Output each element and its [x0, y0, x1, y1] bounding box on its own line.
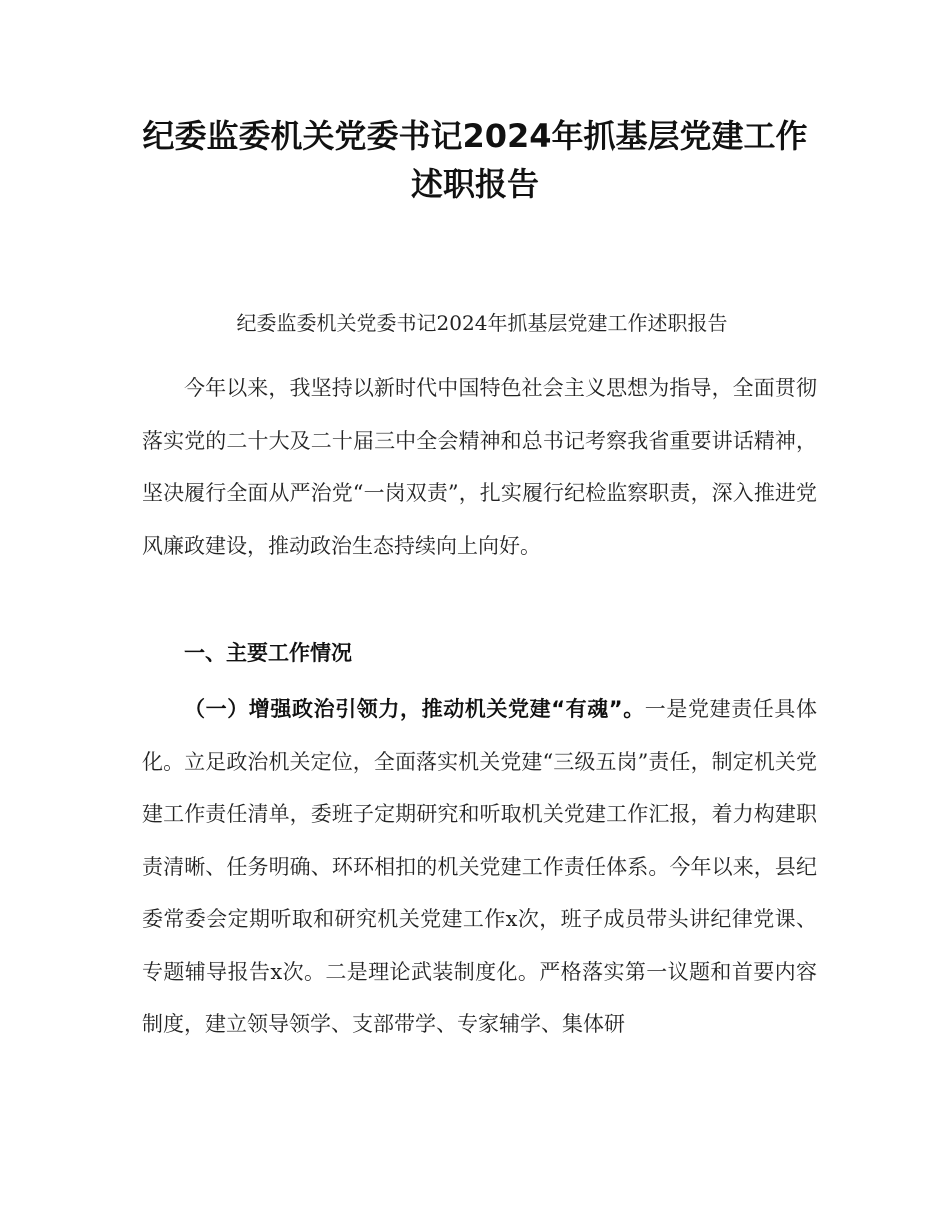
intro-paragraph: 今年以来，我坚持以新时代中国特色社会主义思想为指导，全面贯彻落实党的二十大及二十届三中全会精神和总书记考察我省重要讲话精神，坚决履行全面从严治党“一岗双责”，扎实履行纪检监察职责，深入推进党风廉政建设，推动政治生态持续向上向好。	[142, 376, 817, 558]
subsection-paragraph	[142, 683, 817, 1051]
section-heading: 一、主要工作情况	[184, 641, 352, 665]
document-title: 纪委监委机关党委书记2024年抓基层党建工作述职报告	[142, 117, 808, 203]
document-subtitle: 纪委监委机关党委书记2024年抓基层党建工作述职报告	[236, 311, 728, 335]
subsection-heading: （一）增强政治引领力，推动机关党建“有魂”。	[184, 697, 645, 721]
subsection-body: 一是党建责任具体化。立足政治机关定位，全面落实机关党建“三级五岗”责任，制定机关党建工作责任清单，委班子定期研究和听取机关党建工作汇报，着力构建职责清晰、任务明确、环环相扣的机关党建工作责任体系。今年以来，县纪委常委会定期听取和研究机关党建工作x次，班子成员带头讲纪律党课、专题辅导报告x次。二是理论武装制度化。严格落实第一议题和首要内容制度，建立领导领学、支部带学、专家辅学、集体研	[142, 697, 817, 1036]
